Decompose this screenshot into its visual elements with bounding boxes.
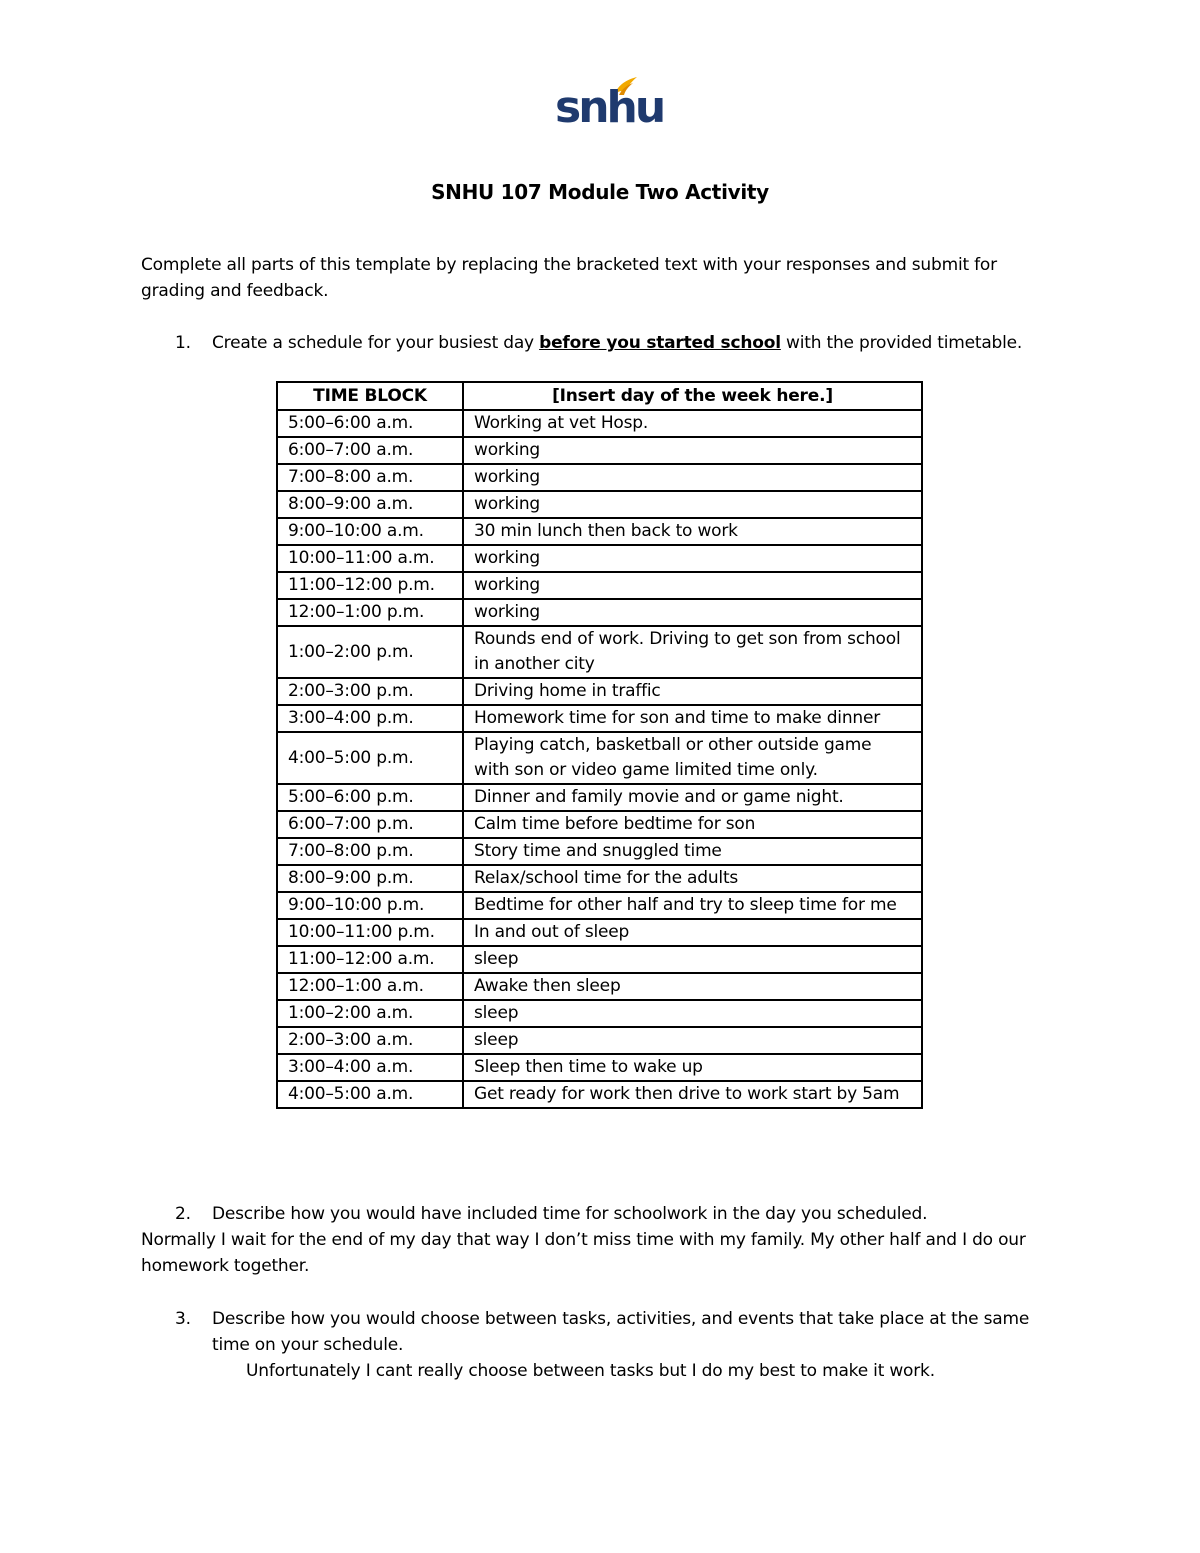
activity-cell: In and out of sleep xyxy=(463,919,922,946)
table-row xyxy=(277,518,922,545)
activity-cell: Awake then sleep xyxy=(463,973,922,1000)
activity-cell: sleep xyxy=(463,1027,922,1054)
activity-cell: Calm time before bedtime for son xyxy=(463,811,922,838)
time-cell: 11:00–12:00 a.m. xyxy=(277,946,463,973)
time-cell: 12:00–1:00 a.m. xyxy=(277,973,463,1000)
activity-cell: sleep xyxy=(463,1000,922,1027)
table-row xyxy=(277,919,922,946)
header-day: [Insert day of the week here.] xyxy=(463,382,922,410)
logo-wordmark: snhu xyxy=(555,82,664,133)
activity-cell: Sleep then time to wake up xyxy=(463,1054,922,1081)
table-row xyxy=(277,1000,922,1027)
activity-cell: working xyxy=(463,491,922,518)
time-cell: 2:00–3:00 p.m. xyxy=(277,678,463,705)
question-3-number: 3. xyxy=(175,1309,191,1329)
question-2-text: Describe how you would have included time for schoolwork in the day you scheduled. xyxy=(212,1204,928,1224)
table-row xyxy=(277,545,922,572)
activity-cell: Dinner and family movie and or game night. xyxy=(463,784,922,811)
activity-cell: working xyxy=(463,464,922,491)
question-1-emphasis: before you started school xyxy=(539,333,781,353)
time-cell: 2:00–3:00 a.m. xyxy=(277,1027,463,1054)
time-cell: 9:00–10:00 a.m. xyxy=(277,518,463,545)
activity-cell: working xyxy=(463,572,922,599)
activity-cell: Get ready for work then drive to work start by 5am xyxy=(463,1081,922,1108)
activity-cell: Story time and snuggled time xyxy=(463,838,922,865)
activity-cell: Homework time for son and time to make dinner xyxy=(463,705,922,732)
time-cell: 4:00–5:00 p.m. xyxy=(277,732,463,784)
question-3-text: Describe how you would choose between tasks, activities, and events that take place at the same time on your schedule. xyxy=(212,1309,1030,1355)
activity-cell: Bedtime for other half and try to sleep time for me xyxy=(463,892,922,919)
time-cell: 6:00–7:00 a.m. xyxy=(277,437,463,464)
table-row xyxy=(277,678,922,705)
table-row xyxy=(277,705,922,732)
header-time-block: TIME BLOCK xyxy=(277,382,463,410)
activity-cell: Driving home in traffic xyxy=(463,678,922,705)
answer-2: Normally I wait for the end of my day that way I don’t miss time with my family. My other half and I do our homework together. xyxy=(141,1230,1026,1276)
time-cell: 12:00–1:00 p.m. xyxy=(277,599,463,626)
question-1-text-start: Create a schedule for your busiest day xyxy=(212,333,540,353)
question-1-number: 1. xyxy=(175,333,191,353)
table-row xyxy=(277,410,922,437)
time-cell: 10:00–11:00 p.m. xyxy=(277,919,463,946)
activity-cell: 30 min lunch then back to work xyxy=(463,518,922,545)
table-row xyxy=(277,946,922,973)
time-cell: 7:00–8:00 p.m. xyxy=(277,838,463,865)
time-cell: 1:00–2:00 p.m. xyxy=(277,626,463,678)
page-title: SNHU 107 Module Two Activity xyxy=(431,180,769,204)
schedule-table xyxy=(276,381,923,1109)
snhu-logo xyxy=(555,74,664,134)
table-row xyxy=(277,838,922,865)
table-row xyxy=(277,732,922,784)
activity-cell: Working at vet Hosp. xyxy=(463,410,922,437)
activity-cell: sleep xyxy=(463,946,922,973)
time-cell: 5:00–6:00 a.m. xyxy=(277,410,463,437)
time-cell: 3:00–4:00 p.m. xyxy=(277,705,463,732)
answer-3: Unfortunately I cant really choose between tasks but I do my best to make it work. xyxy=(246,1361,935,1381)
activity-cell: Rounds end of work. Driving to get son from school in another city xyxy=(463,626,922,678)
activity-cell: Playing catch, basketball or other outside game with son or video game limited time only. xyxy=(463,732,922,784)
time-cell: 5:00–6:00 p.m. xyxy=(277,784,463,811)
question-1-text-end: with the provided timetable. xyxy=(780,333,1023,353)
table-header-row xyxy=(277,382,922,410)
time-cell: 7:00–8:00 a.m. xyxy=(277,464,463,491)
time-cell: 10:00–11:00 a.m. xyxy=(277,545,463,572)
table-row xyxy=(277,599,922,626)
time-cell: 8:00–9:00 a.m. xyxy=(277,491,463,518)
table-row xyxy=(277,491,922,518)
table-row xyxy=(277,811,922,838)
table-row xyxy=(277,784,922,811)
question-2-number: 2. xyxy=(175,1204,191,1224)
table-row xyxy=(277,973,922,1000)
table-row xyxy=(277,865,922,892)
table-row xyxy=(277,892,922,919)
activity-cell: working xyxy=(463,599,922,626)
instructions: Complete all parts of this template by replacing the bracketed text with your responses and submit for grading and feedback. xyxy=(141,255,997,301)
time-cell: 1:00–2:00 a.m. xyxy=(277,1000,463,1027)
activity-cell: working xyxy=(463,545,922,572)
time-cell: 4:00–5:00 a.m. xyxy=(277,1081,463,1108)
table-row xyxy=(277,626,922,678)
time-cell: 6:00–7:00 p.m. xyxy=(277,811,463,838)
time-cell: 3:00–4:00 a.m. xyxy=(277,1054,463,1081)
activity-cell: Relax/school time for the adults xyxy=(463,865,922,892)
time-cell: 9:00–10:00 p.m. xyxy=(277,892,463,919)
time-cell: 8:00–9:00 p.m. xyxy=(277,865,463,892)
table-row xyxy=(277,464,922,491)
table-row xyxy=(277,1081,922,1108)
table-row xyxy=(277,1027,922,1054)
question-1 xyxy=(212,330,1022,356)
time-cell: 11:00–12:00 p.m. xyxy=(277,572,463,599)
table-row xyxy=(277,572,922,599)
table-row xyxy=(277,1054,922,1081)
activity-cell: working xyxy=(463,437,922,464)
table-row xyxy=(277,437,922,464)
